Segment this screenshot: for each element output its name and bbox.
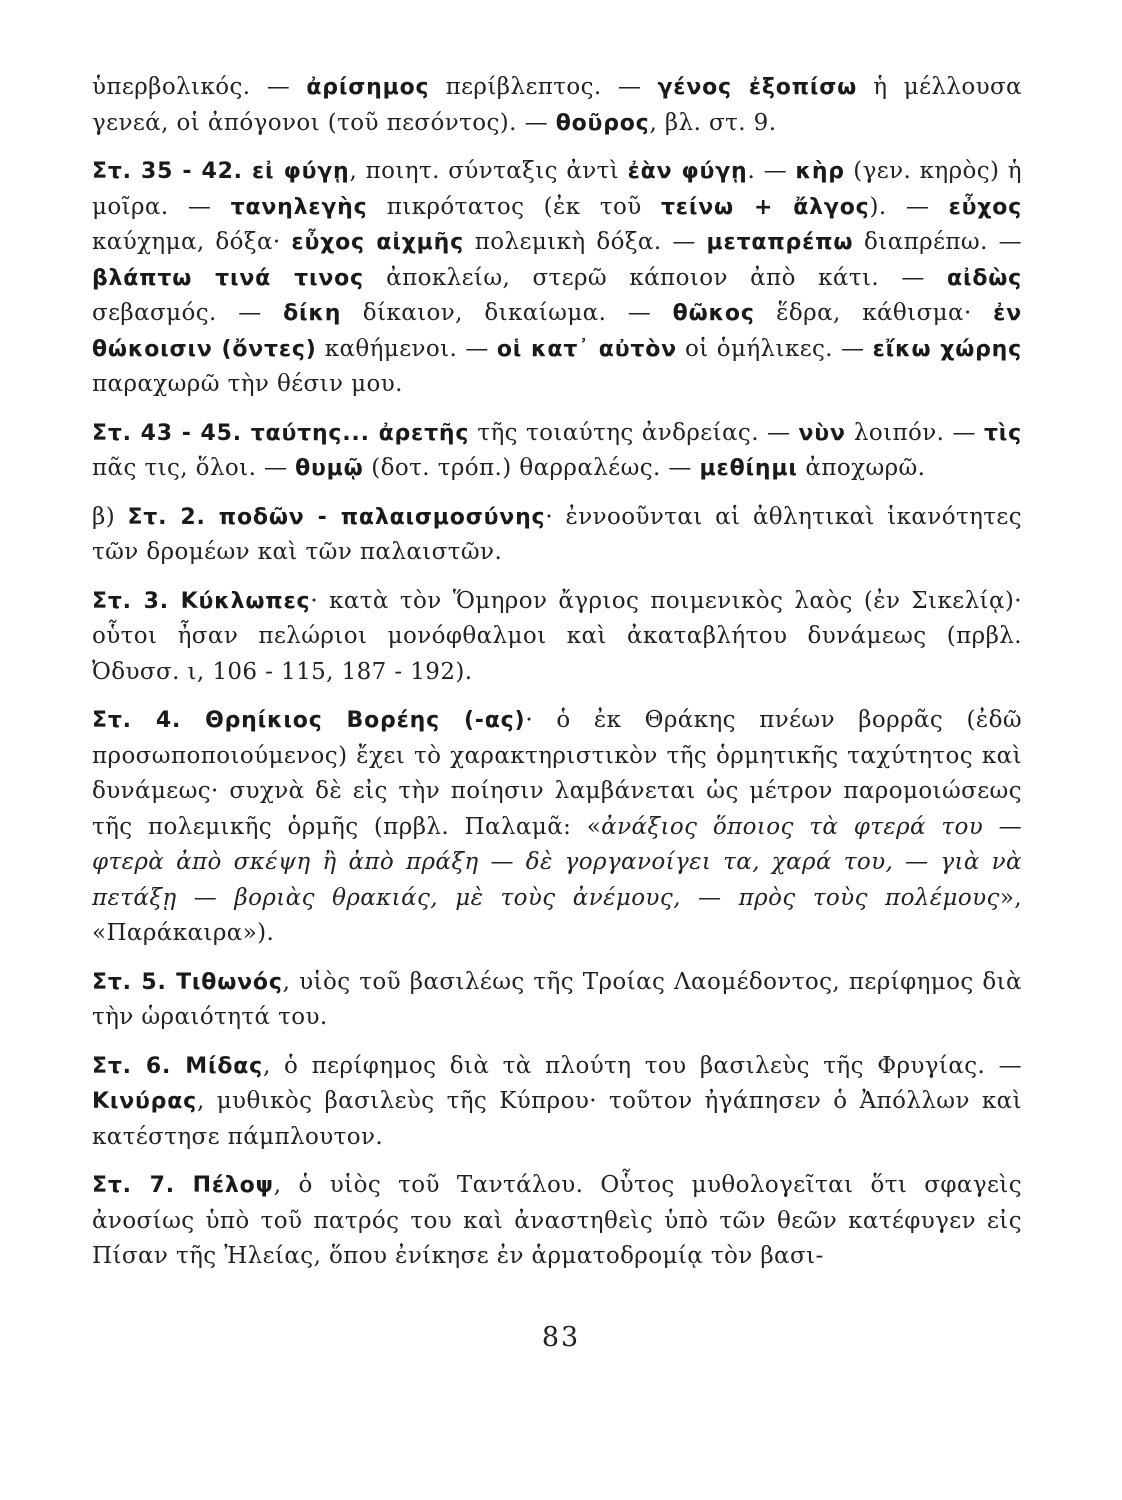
text-run: ἀποχωρῶ.	[797, 455, 926, 481]
text-run: τῆς τοιαύτης ἀνδρείας. —	[469, 419, 799, 446]
paragraph-glossary-intro	[92, 70, 1022, 141]
section-marker: β)	[92, 503, 128, 530]
text-run: (γεν. κηρὸς) ἡ μοῖρα. —	[92, 158, 1022, 220]
text-run: οἱ ὁμήλικες. —	[676, 335, 873, 362]
text-run: , υἱὸς τοῦ βασιλέως τῆς Τροίας Λαομέδοντος, περίφημος διὰ τὴν ὡραιότητά του.	[92, 968, 1022, 1030]
term-bold: τὶς	[983, 420, 1022, 446]
text-run: », «Παράκαιρα»).	[92, 884, 1022, 946]
text-run: , ὁ υἱὸς τοῦ Ταντάλου. Οὗτος μυθολογεῖται ὅτι σφαγεὶς ἀνοσίως ὑπὸ τοῦ πατρός του καὶ ἀναστηθεὶς ὑπὸ τῶν θεῶν κατέφυγεν εἰς Πίσαν τῆς Ἠλείας, ὅπου ἐνίκησε ἐν ἁρματοδρομίᾳ τὸν βασι-	[92, 1172, 1022, 1269]
text-run: καθήμενοι. —	[316, 335, 497, 362]
term-bold: ἀρίσημος	[306, 75, 430, 100]
text-run: σεβασμός. —	[92, 300, 284, 326]
text-run: πικρότατος (ἐκ τοῦ	[367, 193, 661, 220]
text-run: , ποιητ. σύνταξις ἀντὶ	[349, 158, 628, 184]
paragraph-verse-7	[92, 1168, 1022, 1275]
verse-heading: Στ. 5. Τιθωνός	[92, 969, 283, 995]
text-run: . —	[747, 158, 796, 184]
text-run: ἀποκλείω, στερῶ κάποιον ἀπὸ κάτι. —	[363, 264, 948, 291]
verse-heading: Στ. 4. Θρηίκιος Βορέης (-ας)	[92, 708, 526, 733]
text-run: · ἐννοοῦνται αἱ ἀθλητικαὶ ἱκανότητες τῶν δρομέων καὶ τῶν παλαιστῶν.	[92, 503, 1022, 565]
term-bold: ἐν θώκοισιν (ὄντες)	[92, 301, 1022, 362]
term-bold: Κινύρας	[92, 1089, 197, 1114]
page-body	[92, 70, 1022, 1275]
text-run: · ὁ ἐκ Θράκης πνέων βορρᾶς (ἐδῶ προσωποποιούμενος) ἔχει τὸ χαρακτηριστικὸν τῆς ὁρμητικῆς ταχύτητος καὶ δυνάμεως· συχνὰ δὲ εἰς τὴν ποίησιν λαμβάνεται ὡς μέτρον παρομοιώσεως τῆς πολεμικῆς ὁρμῆς (πρβλ. Παλαμᾶ: «	[92, 707, 1022, 840]
term-bold: γένος ἐξοπίσω	[657, 75, 858, 100]
text-run: ὑπερβολικός. —	[92, 74, 307, 100]
paragraph-verse-3	[92, 584, 1022, 691]
text-run: δίκαιον, δικαίωμα. —	[341, 300, 673, 326]
text-run: ἡ μέλλουσα γενεά, οἱ ἀπόγονοι (τοῦ πεσόντος). —	[92, 74, 1022, 136]
verse-heading: Στ. 35 - 42. εἰ φύγῃ	[92, 159, 350, 184]
verse-heading: Στ. 6. Μίδας	[92, 1053, 263, 1079]
text-run: λοιπόν. —	[845, 419, 984, 446]
text-run: , ὁ περίφημος διὰ τὰ πλούτη του βασιλεὺς τῆς Φρυγίας. —	[263, 1052, 1022, 1079]
text-run: ἕδρα, κάθισμα·	[754, 300, 994, 326]
text-run: , μυθικὸς βασιλεὺς τῆς Κύπρου· τοῦτον ἠγάπησεν ὁ Ἀπόλλων καὶ κατέστησε πάμπλουτον.	[92, 1088, 1022, 1150]
verse-heading: Στ. 2. ποδῶν - παλαισμοσύνης	[127, 504, 546, 530]
verse-heading: Στ. 7. Πέλοψ	[92, 1173, 274, 1198]
term-bold: νὺν	[798, 420, 846, 446]
term-bold: οἱ κατ᾽ αὐτὸν	[496, 336, 677, 362]
text-run: · κατὰ τὸν Ὅμηρον ἄγριος ποιμενικὸς λαὸς (ἐν Σικελίᾳ)· οὗτοι ἦσαν πελώριοι μονόφθαλμοι καὶ ἀκαταβλήτου δυνάμεως (πρβλ. Ὀδυσσ. ι, 106 - 115, 187 - 192).	[92, 587, 1022, 685]
term-bold: θῶκος	[672, 301, 755, 326]
term-bold: τείνω + ἄλγος	[660, 194, 870, 220]
text-run: , βλ. στ. 9.	[649, 109, 777, 136]
text-run: πολεμικὴ δόξα. —	[463, 229, 707, 255]
text-run: (δοτ. τρόπ.) θαρραλέως. —	[363, 455, 700, 481]
paragraph-verses-43-45	[92, 416, 1022, 487]
paragraph-verse-6	[92, 1049, 1022, 1156]
text-run: παραχωρῶ τὴν θέσιν μου.	[92, 371, 403, 397]
text-run: περίβλεπτος. —	[429, 74, 658, 100]
term-bold: εἴκω χώρης	[872, 336, 1022, 362]
term-bold: κὴρ	[795, 159, 845, 184]
page-number: 83	[541, 1322, 581, 1353]
text-run: πᾶς τις, ὅλοι. —	[92, 455, 296, 481]
verse-heading: Στ. 43 - 45. ταύτης... ἀρετῆς	[92, 420, 470, 446]
term-bold: θυμῷ	[295, 456, 364, 481]
text-run: καύχημα, δόξα·	[92, 229, 292, 255]
term-bold: τανηλεγὴς	[230, 194, 368, 220]
paragraph-verse-5	[92, 965, 1022, 1036]
term-bold: ἐὰν φύγῃ	[627, 159, 748, 184]
term-bold: μεθίημι	[699, 456, 798, 481]
verse-heading: Στ. 3. Κύκλωπες	[92, 588, 311, 614]
paragraph-section-b-verse-2	[92, 500, 1022, 571]
term-bold: μεταπρέπω	[706, 230, 854, 255]
term-bold: εὖχος αἰχμῆς	[291, 230, 464, 255]
paragraph-verses-35-42	[92, 154, 1022, 403]
term-bold: εὖχος	[948, 194, 1023, 220]
term-bold: βλάπτω τινά τινος	[92, 265, 364, 291]
paragraph-verse-4	[92, 703, 1022, 952]
term-bold: δίκη	[283, 301, 342, 326]
text-run: ). —	[869, 193, 949, 220]
term-bold: θοῦρος	[555, 110, 650, 136]
poem-quote: ἀνάξιος ὅποιος τὰ φτερά του — φτερὰ ἀπὸ σκέψη ἢ ἀπὸ πράξη — δὲ γοργανοίγει τα, χαρά του, — γιὰ νὰ πετάξῃ — βοριὰς θρακιάς, μὲ τοὺς ἀνέμους, — πρὸς τοὺς πολέμους	[92, 813, 1022, 911]
text-run: διαπρέπω. —	[853, 229, 1022, 255]
term-bold: αἰδὼς	[947, 265, 1022, 291]
